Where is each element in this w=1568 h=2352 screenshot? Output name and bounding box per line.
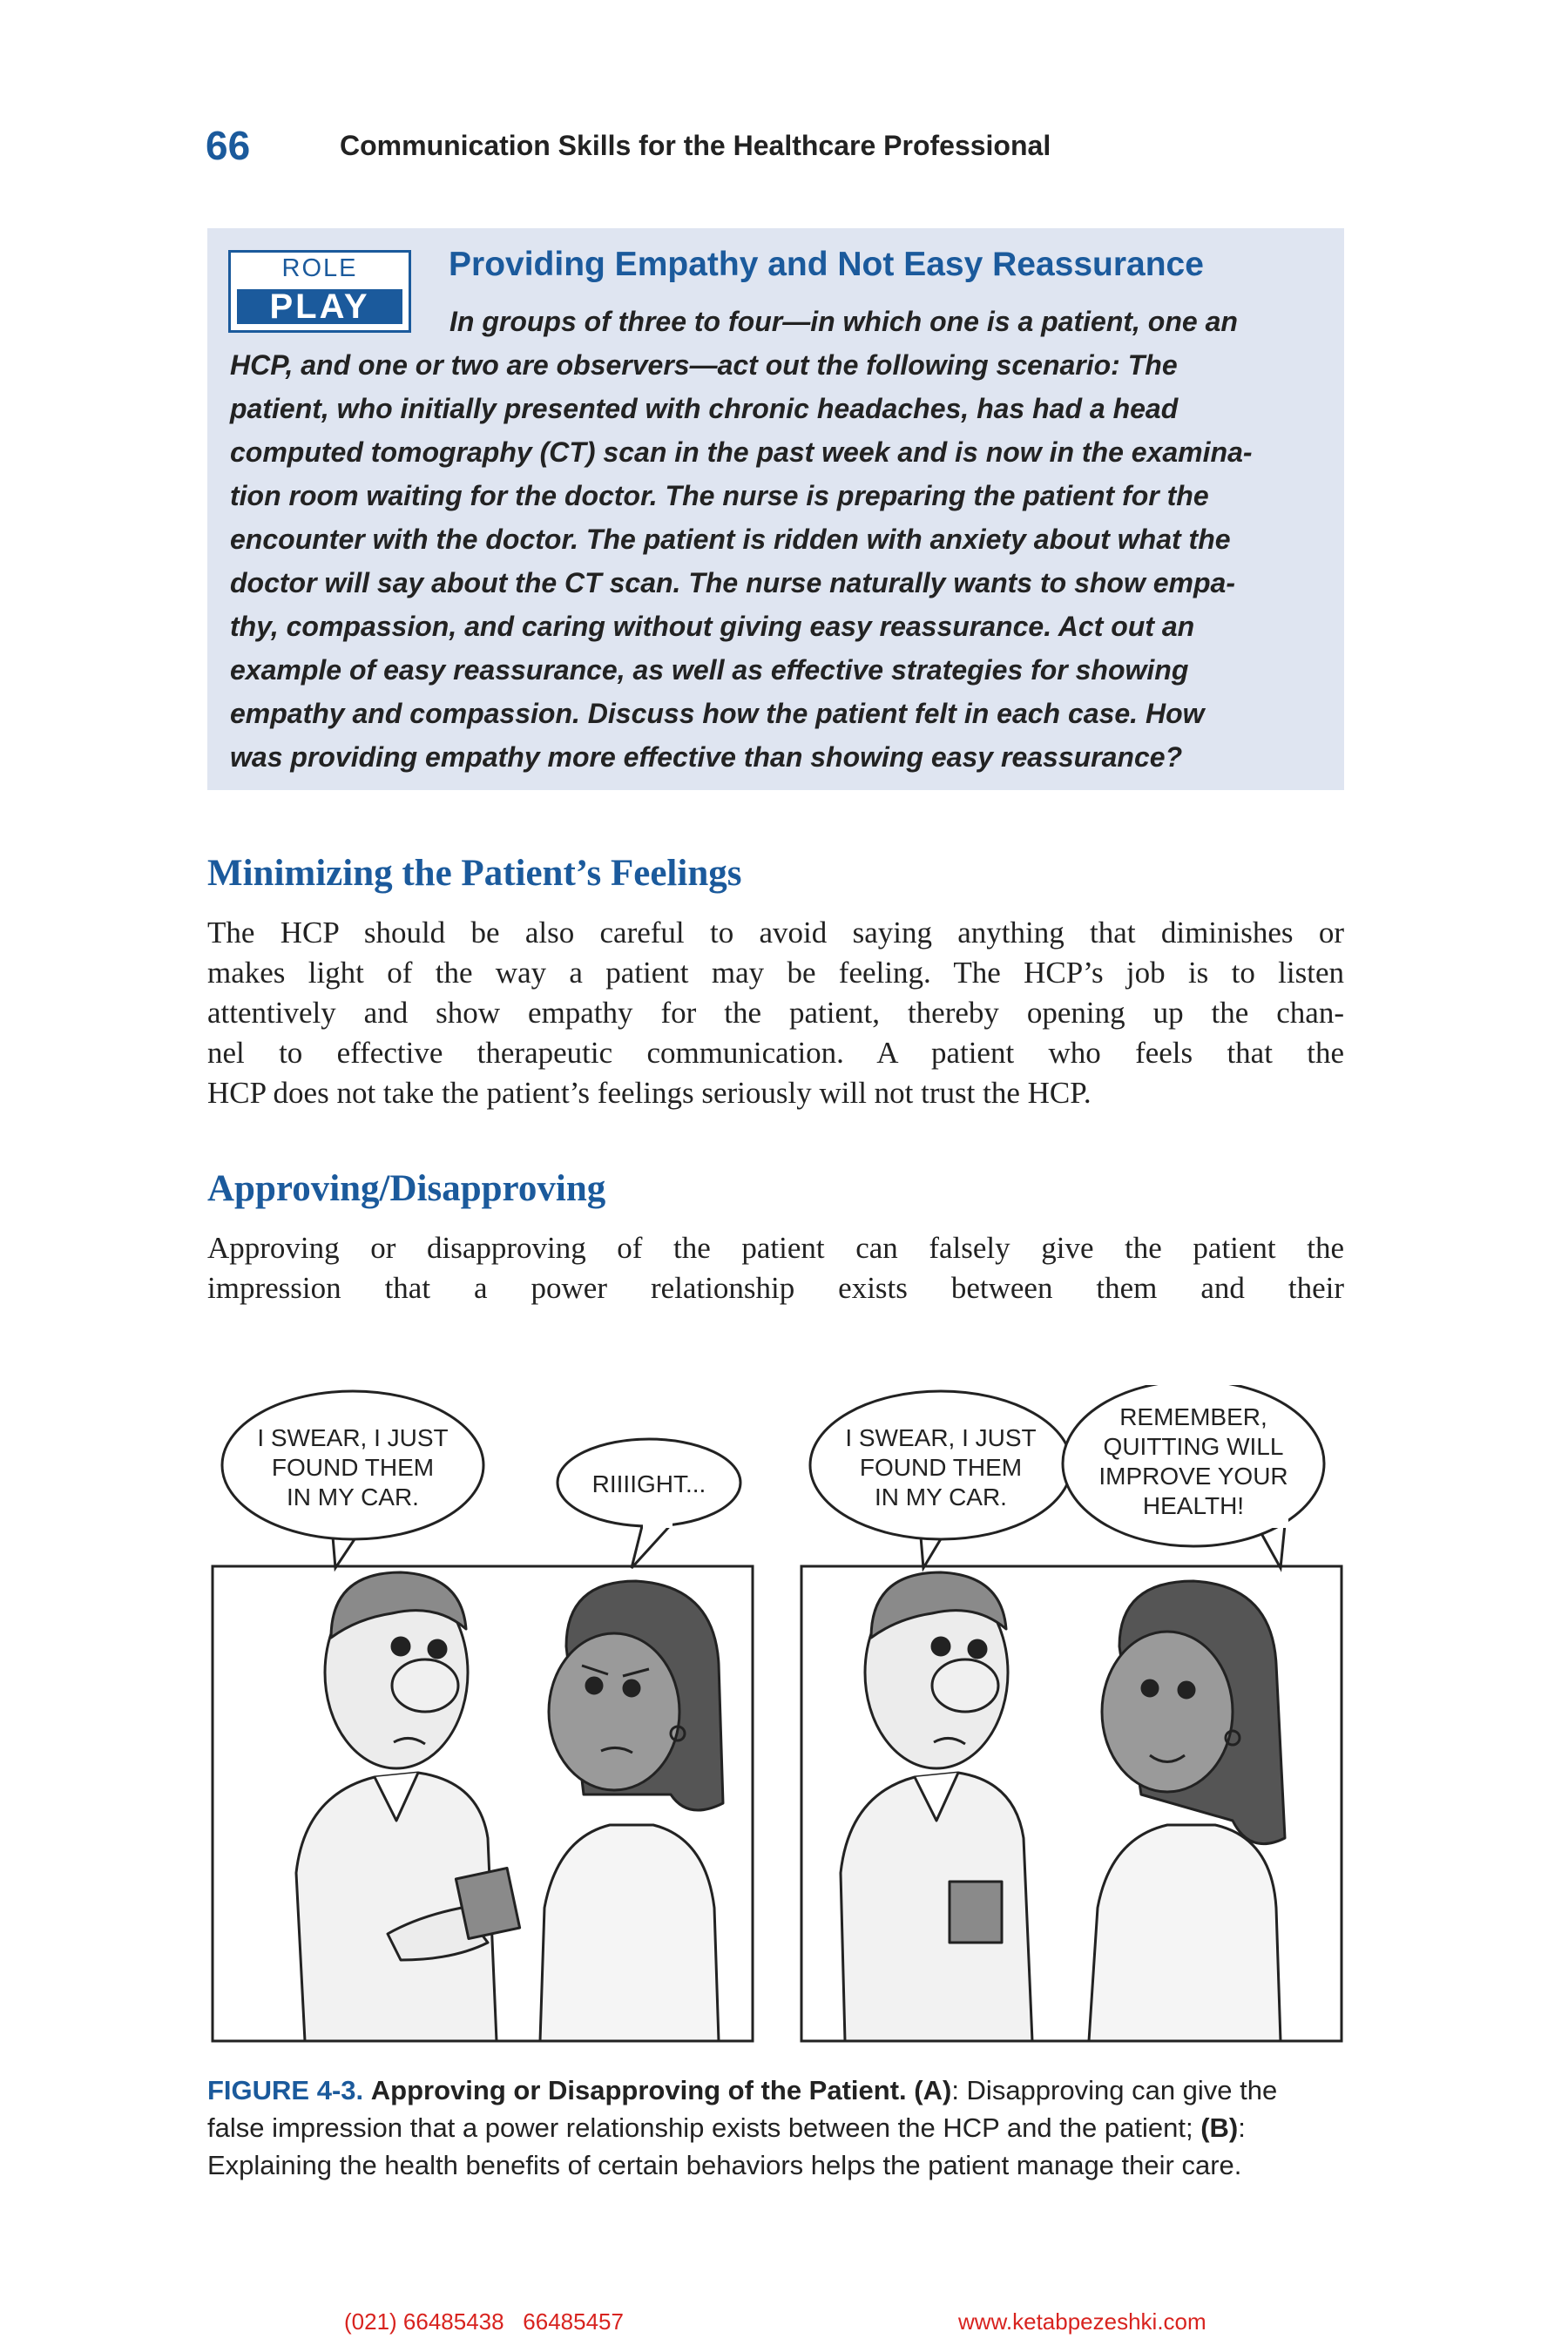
figure-text-line3: Explaining the health benefits of certain behaviors helps the patient manage their care. [207,2150,1242,2180]
section-body-approving [207,1228,1344,1308]
body-line: attentively and show empathy for the patient, thereby opening up the chan- [207,996,1344,1030]
comic-figure [200,1385,1350,2047]
role-play-line: tion room waiting for the doctor. The nurse is preparing the patient for the [230,480,1209,511]
role-play-line: encounter with the doctor. The patient is ridden with anxiety about what the [230,524,1231,555]
figure-part-a: (A) [914,2075,952,2105]
bubble-text: HEALTH! [1142,1492,1245,1519]
bubble-text: I SWEAR, I JUST [257,1424,449,1451]
role-play-line: doctor will say about the CT scan. The nurse naturally wants to show empa- [230,567,1235,598]
bubble-text: FOUND THEM [271,1454,435,1481]
role-play-line: computed tomography (CT) scan in the past week and is now in the examina- [230,436,1253,468]
role-play-line: In groups of three to four—in which one is a patient, one an [449,306,1238,337]
body-line: impression that a power relationship exists between them and their [207,1271,1344,1305]
bubble-text: QUITTING WILL [1103,1433,1284,1460]
bubble-text: IN MY CAR. [287,1484,419,1511]
bubble-text: REMEMBER, [1119,1403,1267,1430]
section-heading-minimizing: Minimizing the Patient’s Feelings [207,853,742,894]
figure-label: FIGURE 4-3. [207,2075,364,2105]
role-play-line: patient, who initially presented with chronic headaches, has had a head [230,393,1179,424]
comic-panel-b [801,1385,1342,2041]
role-play-line: empathy and compassion. Discuss how the patient felt in each case. How [230,698,1205,729]
badge-play-label: PLAY [237,289,402,324]
bubble-text: IN MY CAR. [875,1484,1007,1511]
body-line: The HCP should be also careful to avoid saying anything that diminishes or [207,916,1344,950]
bubble-text: IMPROVE YOUR [1098,1463,1288,1490]
page-number: 66 [206,123,251,168]
section-heading-approving: Approving/Disapproving [207,1168,606,1209]
figure-text-a: : Disapproving can give the [951,2075,1278,2105]
man-patient-illustration [841,1572,1032,2041]
footer-phone: (021) 66485438 66485457 [344,2308,624,2335]
body-line: Approving or disapproving of the patient can falsely give the patient the [207,1231,1344,1265]
role-play-text [230,300,1328,779]
role-play-title: Providing Empathy and Not Easy Reassurance [449,246,1204,283]
role-play-line: was providing empathy more effective than showing easy reassurance? [230,741,1183,773]
figure-caption [207,2072,1344,2184]
comic-panel-a [213,1391,753,2041]
body-line: makes light of the way a patient may be feeling. The HCP’s job is to listen [207,956,1344,990]
figure-text-line2-end: : [1238,2112,1246,2143]
body-line: nel to effective therapeutic communication. A patient who feels that the [207,1036,1344,1070]
body-line: HCP does not take the patient’s feelings seriously will not trust the HCP. [207,1076,1092,1110]
role-play-line: example of easy reassurance, as well as effective strategies for showing [230,654,1189,686]
role-play-line: thy, compassion, and caring without giving easy reassurance. Act out an [230,611,1195,642]
footer-website[interactable]: www.ketabpezeshki.com [958,2308,1206,2335]
bubble-text: I SWEAR, I JUST [845,1424,1037,1451]
figure-part-b: (B) [1200,2112,1239,2143]
figure-text-line2: false impression that a power relationship exists between the HCP and the patient; [207,2112,1201,2143]
bubble-text: FOUND THEM [859,1454,1023,1481]
running-title: Communication Skills for the Healthcare Professional [340,130,1051,161]
badge-role-label: ROLE [281,254,358,282]
section-body-minimizing [207,913,1344,1113]
figure-title: Approving or Disapproving of the Patient. [370,2075,907,2105]
bubble-text: RIIIIGHT... [591,1470,706,1497]
role-play-line: HCP, and one or two are observers—act out the following scenario: The [230,349,1178,381]
